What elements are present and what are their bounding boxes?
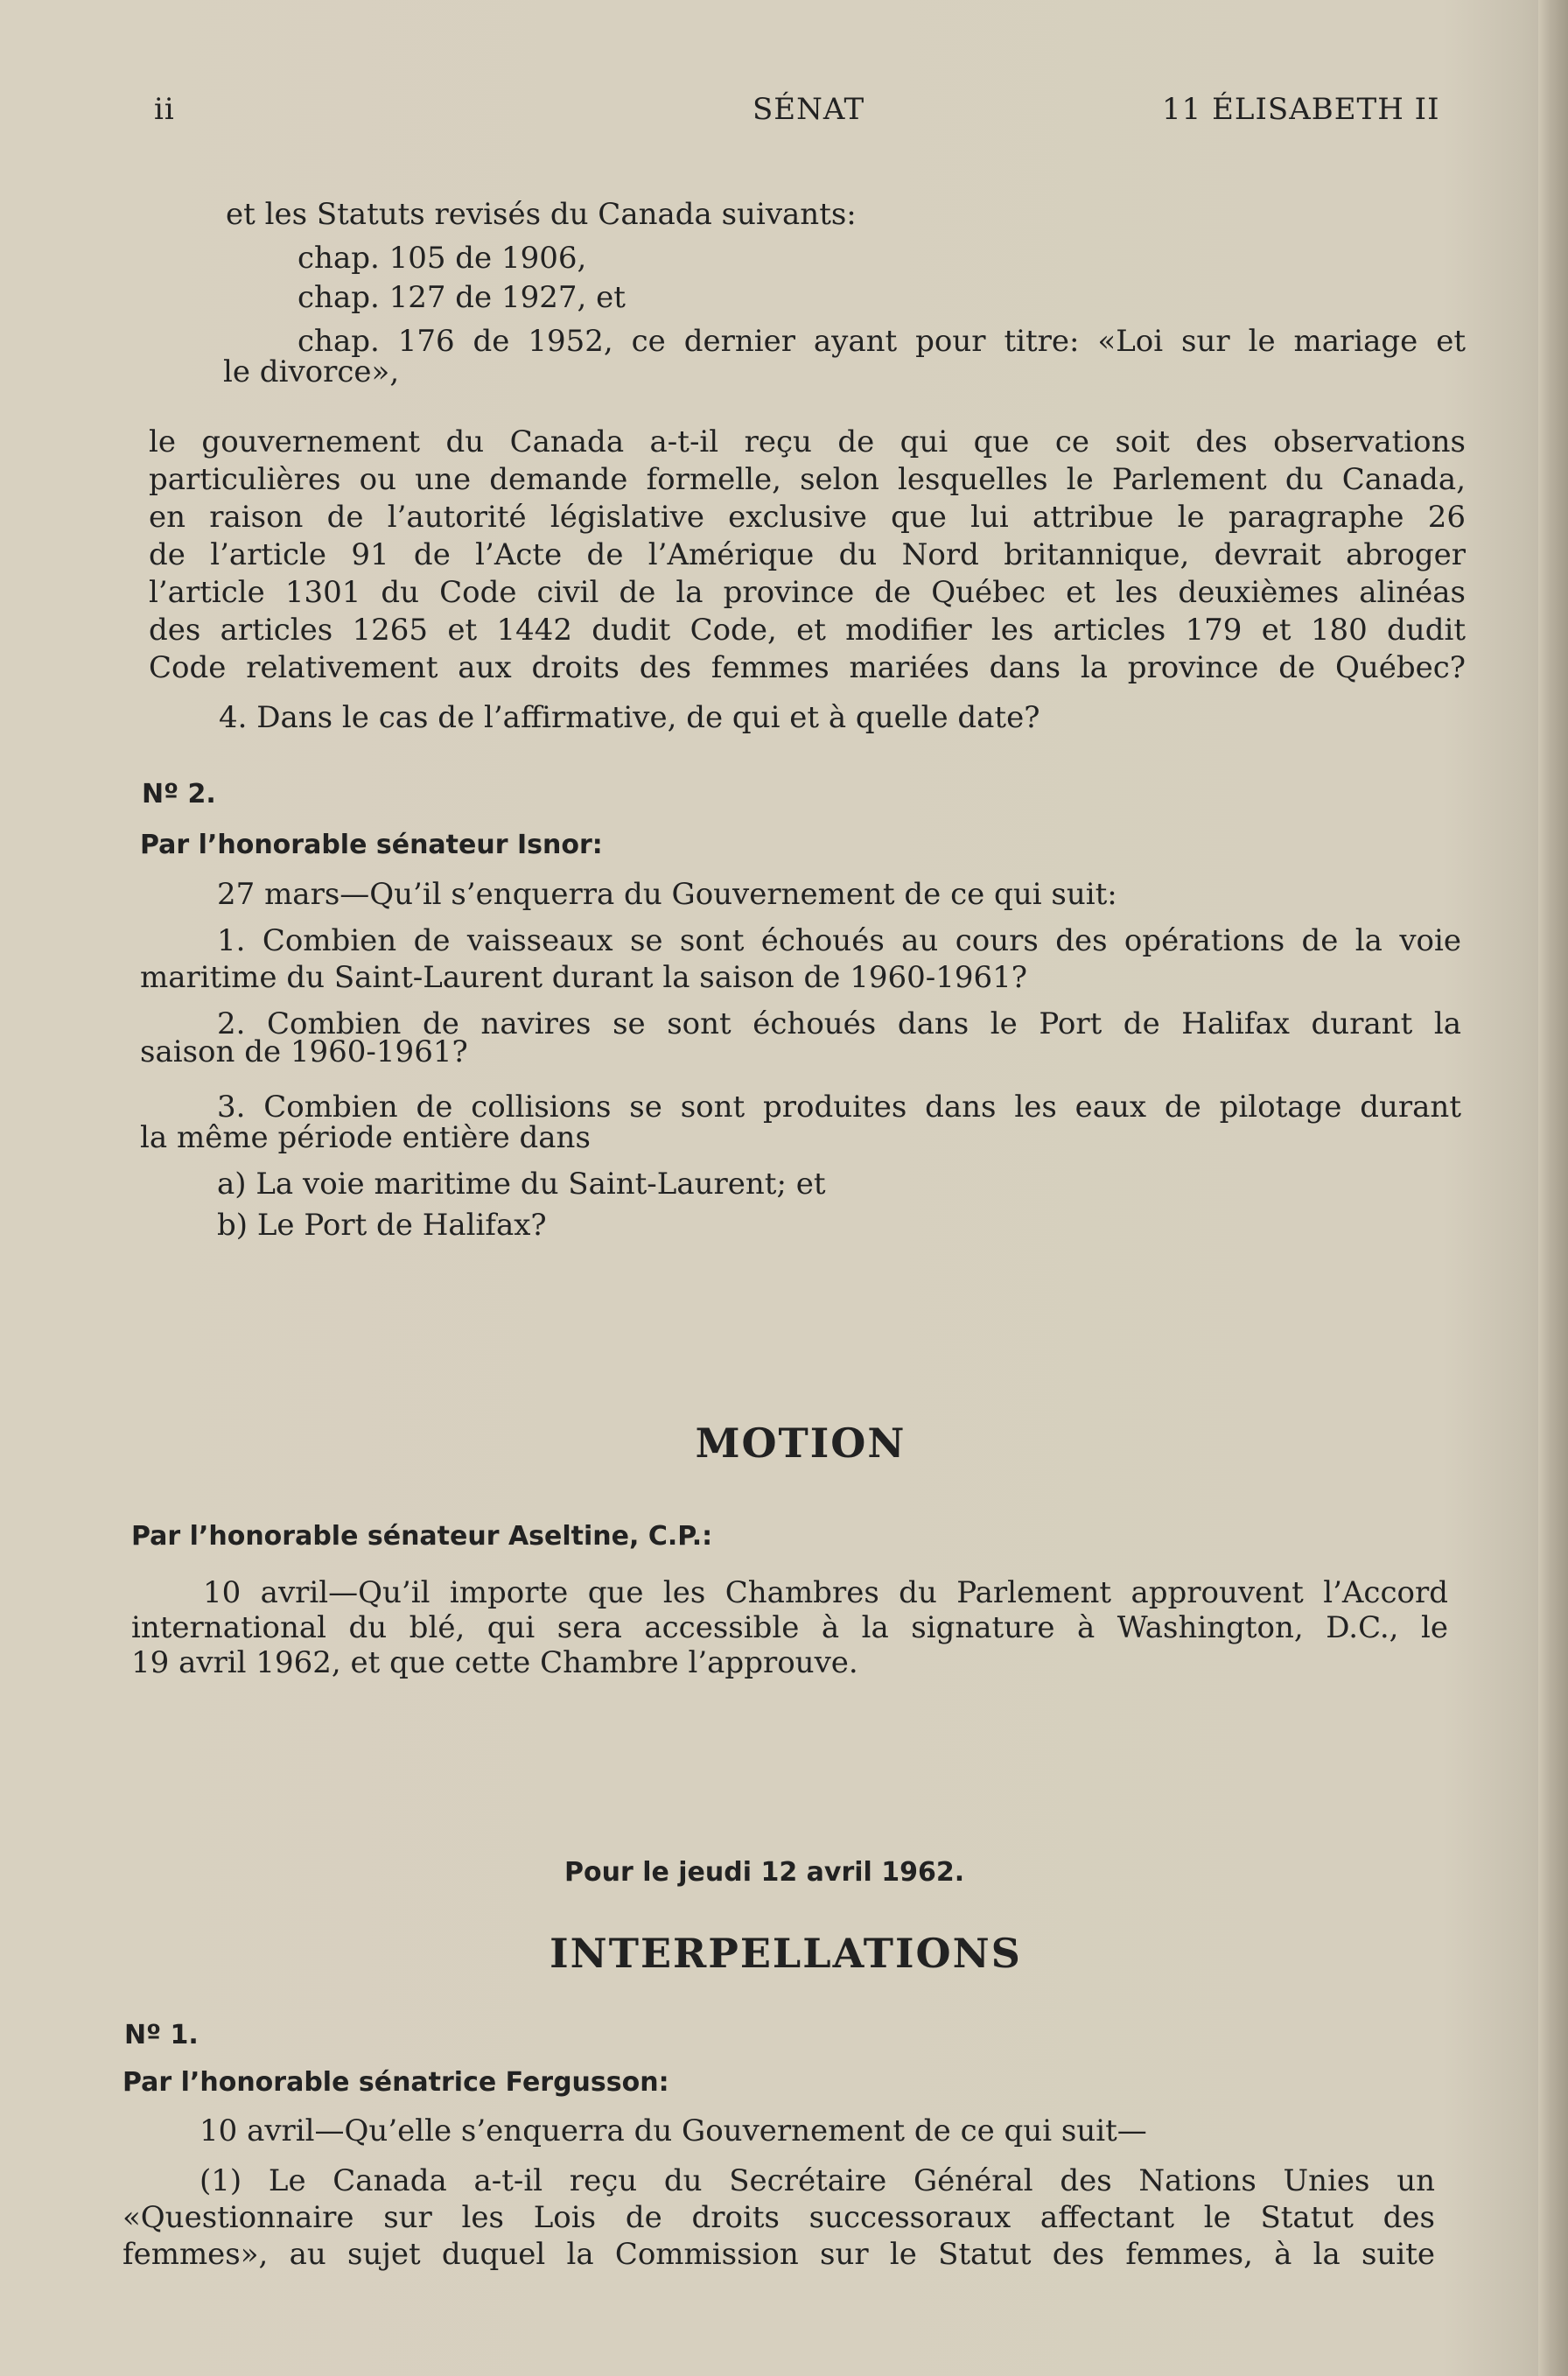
question-paragraph-line: de l’article 91 de l’Acte de l’Amérique du Nord britannique, devrait abroger [149,537,1466,572]
fergusson-intro: 10 avril—Qu’elle s’enquerra du Gouvernement de ce qui suit— [200,2113,1147,2148]
fergusson-q1-cont: femmes», au sujet duquel la Commission sur le Statut des femmes, à la suite [122,2237,1435,2272]
chapter-1952: chap. 176 de 1952, ce dernier ayant pour titre: «Loi sur le mariage et [298,324,1466,359]
chapter-1906: chap. 105 de 1906, [298,241,587,276]
senator-aseltine-heading: Par l’honorable sénateur Aseltine, C.P.: [131,1521,713,1552]
session-label: 11 ÉLISABETH II [1162,92,1440,127]
question-paragraph-line: Code relativement aux droits des femmes mariées dans la province de Québec? [149,650,1466,685]
question-4: 4. Dans le cas de l’affirmative, de qui et à quelle date? [219,700,1040,735]
isnor-qb: b) Le Port de Halifax? [217,1208,547,1243]
motion-text: international du blé, qui sera accessible à la signature à Washington, D.C., le [131,1610,1448,1645]
isnor-intro: 27 mars—Qu’il s’enquerra du Gouvernement de ce qui suit: [217,877,1117,912]
chapter-1952-cont: le divorce», [223,354,400,389]
question-paragraph-line: le gouvernement du Canada a-t-il reçu de qui que ce soit des observations [149,424,1466,459]
motion-title: MOTION [695,1419,906,1467]
statutes-intro: et les Statuts revisés du Canada suivants: [226,197,857,232]
senator-fergusson-heading: Par l’honorable sénatrice Fergusson: [122,2067,669,2098]
interpellations-title: INTERPELLATIONS [550,1930,1022,1977]
item-number-2: Nº 2. [142,779,216,810]
date-heading: Pour le jeudi 12 avril 1962. [564,1857,965,1888]
question-paragraph-line: particulières ou une demande formelle, selon lesquelles le Parlement du Canada, [149,462,1466,497]
motion-text: 10 avril—Qu’il importe que les Chambres du Parlement approuvent l’Accord [203,1575,1448,1610]
isnor-qa: a) La voie maritime du Saint-Laurent; et [217,1167,826,1202]
isnor-q3: 3. Combien de collisions se sont produites dans les eaux de pilotage durant [217,1090,1461,1125]
senator-isnor-heading: Par l’honorable sénateur Isnor: [140,830,603,860]
isnor-q1-cont: maritime du Saint-Laurent durant la saison de 1960-1961? [140,960,1027,995]
question-paragraph-line: des articles 1265 et 1442 dudit Code, et modifier les articles 179 et 180 dudit [149,613,1466,648]
question-paragraph-line: l’article 1301 du Code civil de la province de Québec et les deuxièmes alinéas [149,575,1466,610]
isnor-q2: 2. Combien de navires se sont échoués dans le Port de Halifax durant la [217,1006,1461,1041]
isnor-q1: 1. Combien de vaisseaux se sont échoués au cours des opérations de la voie [217,923,1461,958]
isnor-q3-cont: la même période entière dans [140,1120,591,1155]
motion-text: 19 avril 1962, et que cette Chambre l’approuve. [131,1645,858,1680]
isnor-q2-cont: saison de 1960-1961? [140,1034,468,1069]
page-binding-edge [1538,0,1568,2376]
page-number: ii [154,92,175,127]
question-paragraph-line: en raison de l’autorité législative exclusive que lui attribue le paragraphe 26 [149,500,1466,535]
item-number-1: Nº 1. [124,2020,199,2050]
chapter-1927: chap. 127 de 1927, et [298,280,626,315]
fergusson-q1: (1) Le Canada a-t-il reçu du Secrétaire Général des Nations Unies un [200,2163,1435,2198]
fergusson-q1-cont: «Questionnaire sur les Lois de droits successoraux affectant le Statut des [122,2200,1435,2235]
running-head: SÉNAT [752,92,865,127]
